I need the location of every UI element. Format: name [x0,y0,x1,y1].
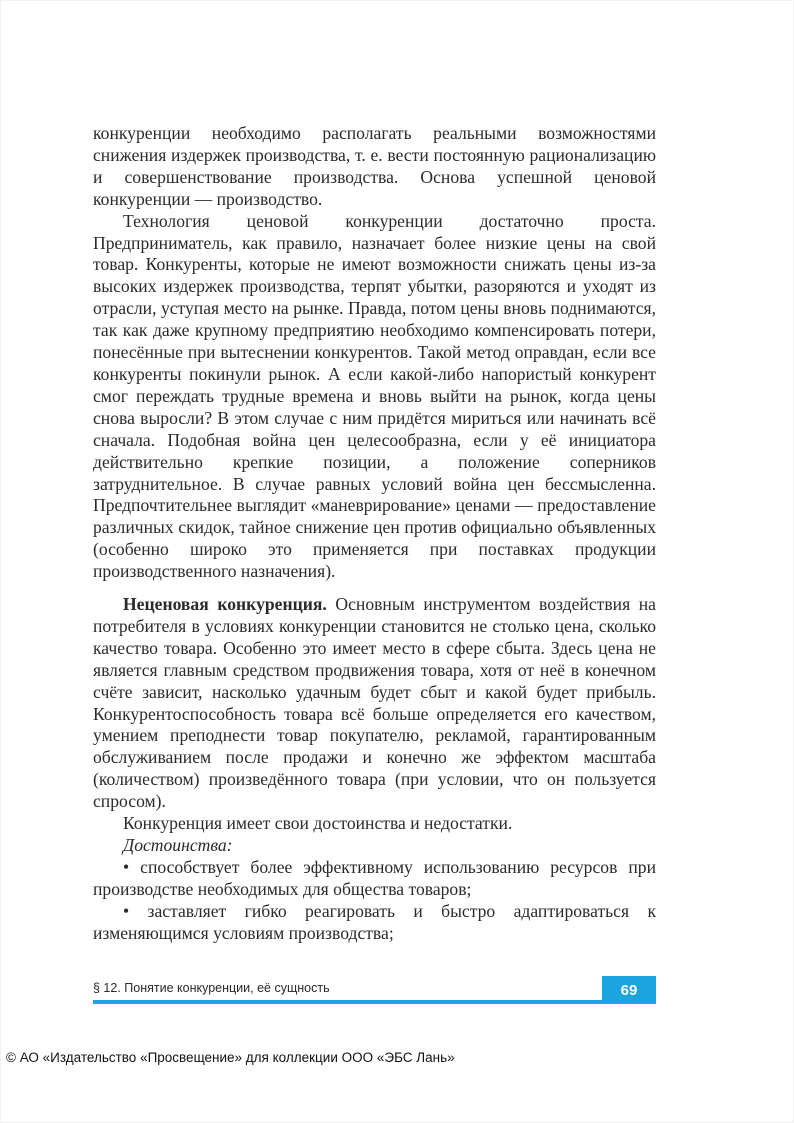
bullet-item-1: • способствует более эффективному использованию ресурсов при производстве необходимых для общества товаров; [93,856,656,899]
footer-divider [93,1000,656,1004]
paragraph-4: Конкуренция имеет свои достоинства и недостатки. [123,813,513,834]
body-text [93,123,656,945]
paragraph-non-price-competition [93,594,656,813]
paragraph-3-text: Основным инструментом воздействия на потребителя в условиях конкуренции становится не столько цена, сколько качество товара. Особенно это имеет место в сфере сбыта. Здесь цена не является главным средством продвижения товара, хотя от неё в конечном счёте зависит, насколько удачным будет сбыт и какой будет прибыль. Конкурентоспособность товара всё больше определяется его качеством, умением преподнести товар покупателю, рекламой, гарантированным обслуживанием после продажи и конечно же эффектом масштаба (количеством) произведённого товара (при условии, что он пользуется спросом). [93,594,656,812]
paragraph-1: конкуренции необходимо располагать реальными возможностями снижения издержек производства, т. е. вести постоянную рационализацию и совершенствование производства. Основа успешной ценовой конкуренции — производство. [93,123,656,209]
advantages-heading: Достоинства: [123,835,233,855]
term-non-price-competition: Неценовая конкуренция. [123,594,327,615]
bullet-item-2: • заставляет гибко реагировать и быстро адаптироваться к изменяющимся условиям производства; [93,900,656,943]
paragraph-2: Технология ценовой конкуренции достаточно проста. Предприниматель, как правило, назначает более низкие цены на свой товар. Конкуренты, которые не имеют возможности снижать цены из-за высоких издержек производства, терпят убытки, разоряются и уходят из отрасли, уступая место на рынке. Правда, потом цены вновь поднимаются, так как даже крупному предприятию необходимо компенсировать потери, понесённые при вытеснении конкурентов. Такой метод оправдан, если все конкуренты покинули рынок. А если какой-либо напористый конкурент смог переждать трудные времена и вновь выйти на рынок, когда цены снова выросли? В этом случае с ним придётся мириться или начинать всё сначала. Подобная война цен целесообразна, если у её инициатора действительно крепкие позиции, а положение соперников затруднительное. В случае равных условий война цен бессмысленна. Предпочтительнее выглядит «маневрирование» ценами — предоставление различных скидок, тайное снижение цен против официально объявленных (особенно широко это применяется при поставках продукции производственного назначения). [93,210,656,582]
page-number: 69 [602,976,656,1004]
copyright-notice: © АО «Издательство «Просвещение» для коллекции ООО «ЭБС Лань» [6,1050,455,1065]
section-label: § 12. Понятие конкуренции, её сущность [93,981,330,995]
